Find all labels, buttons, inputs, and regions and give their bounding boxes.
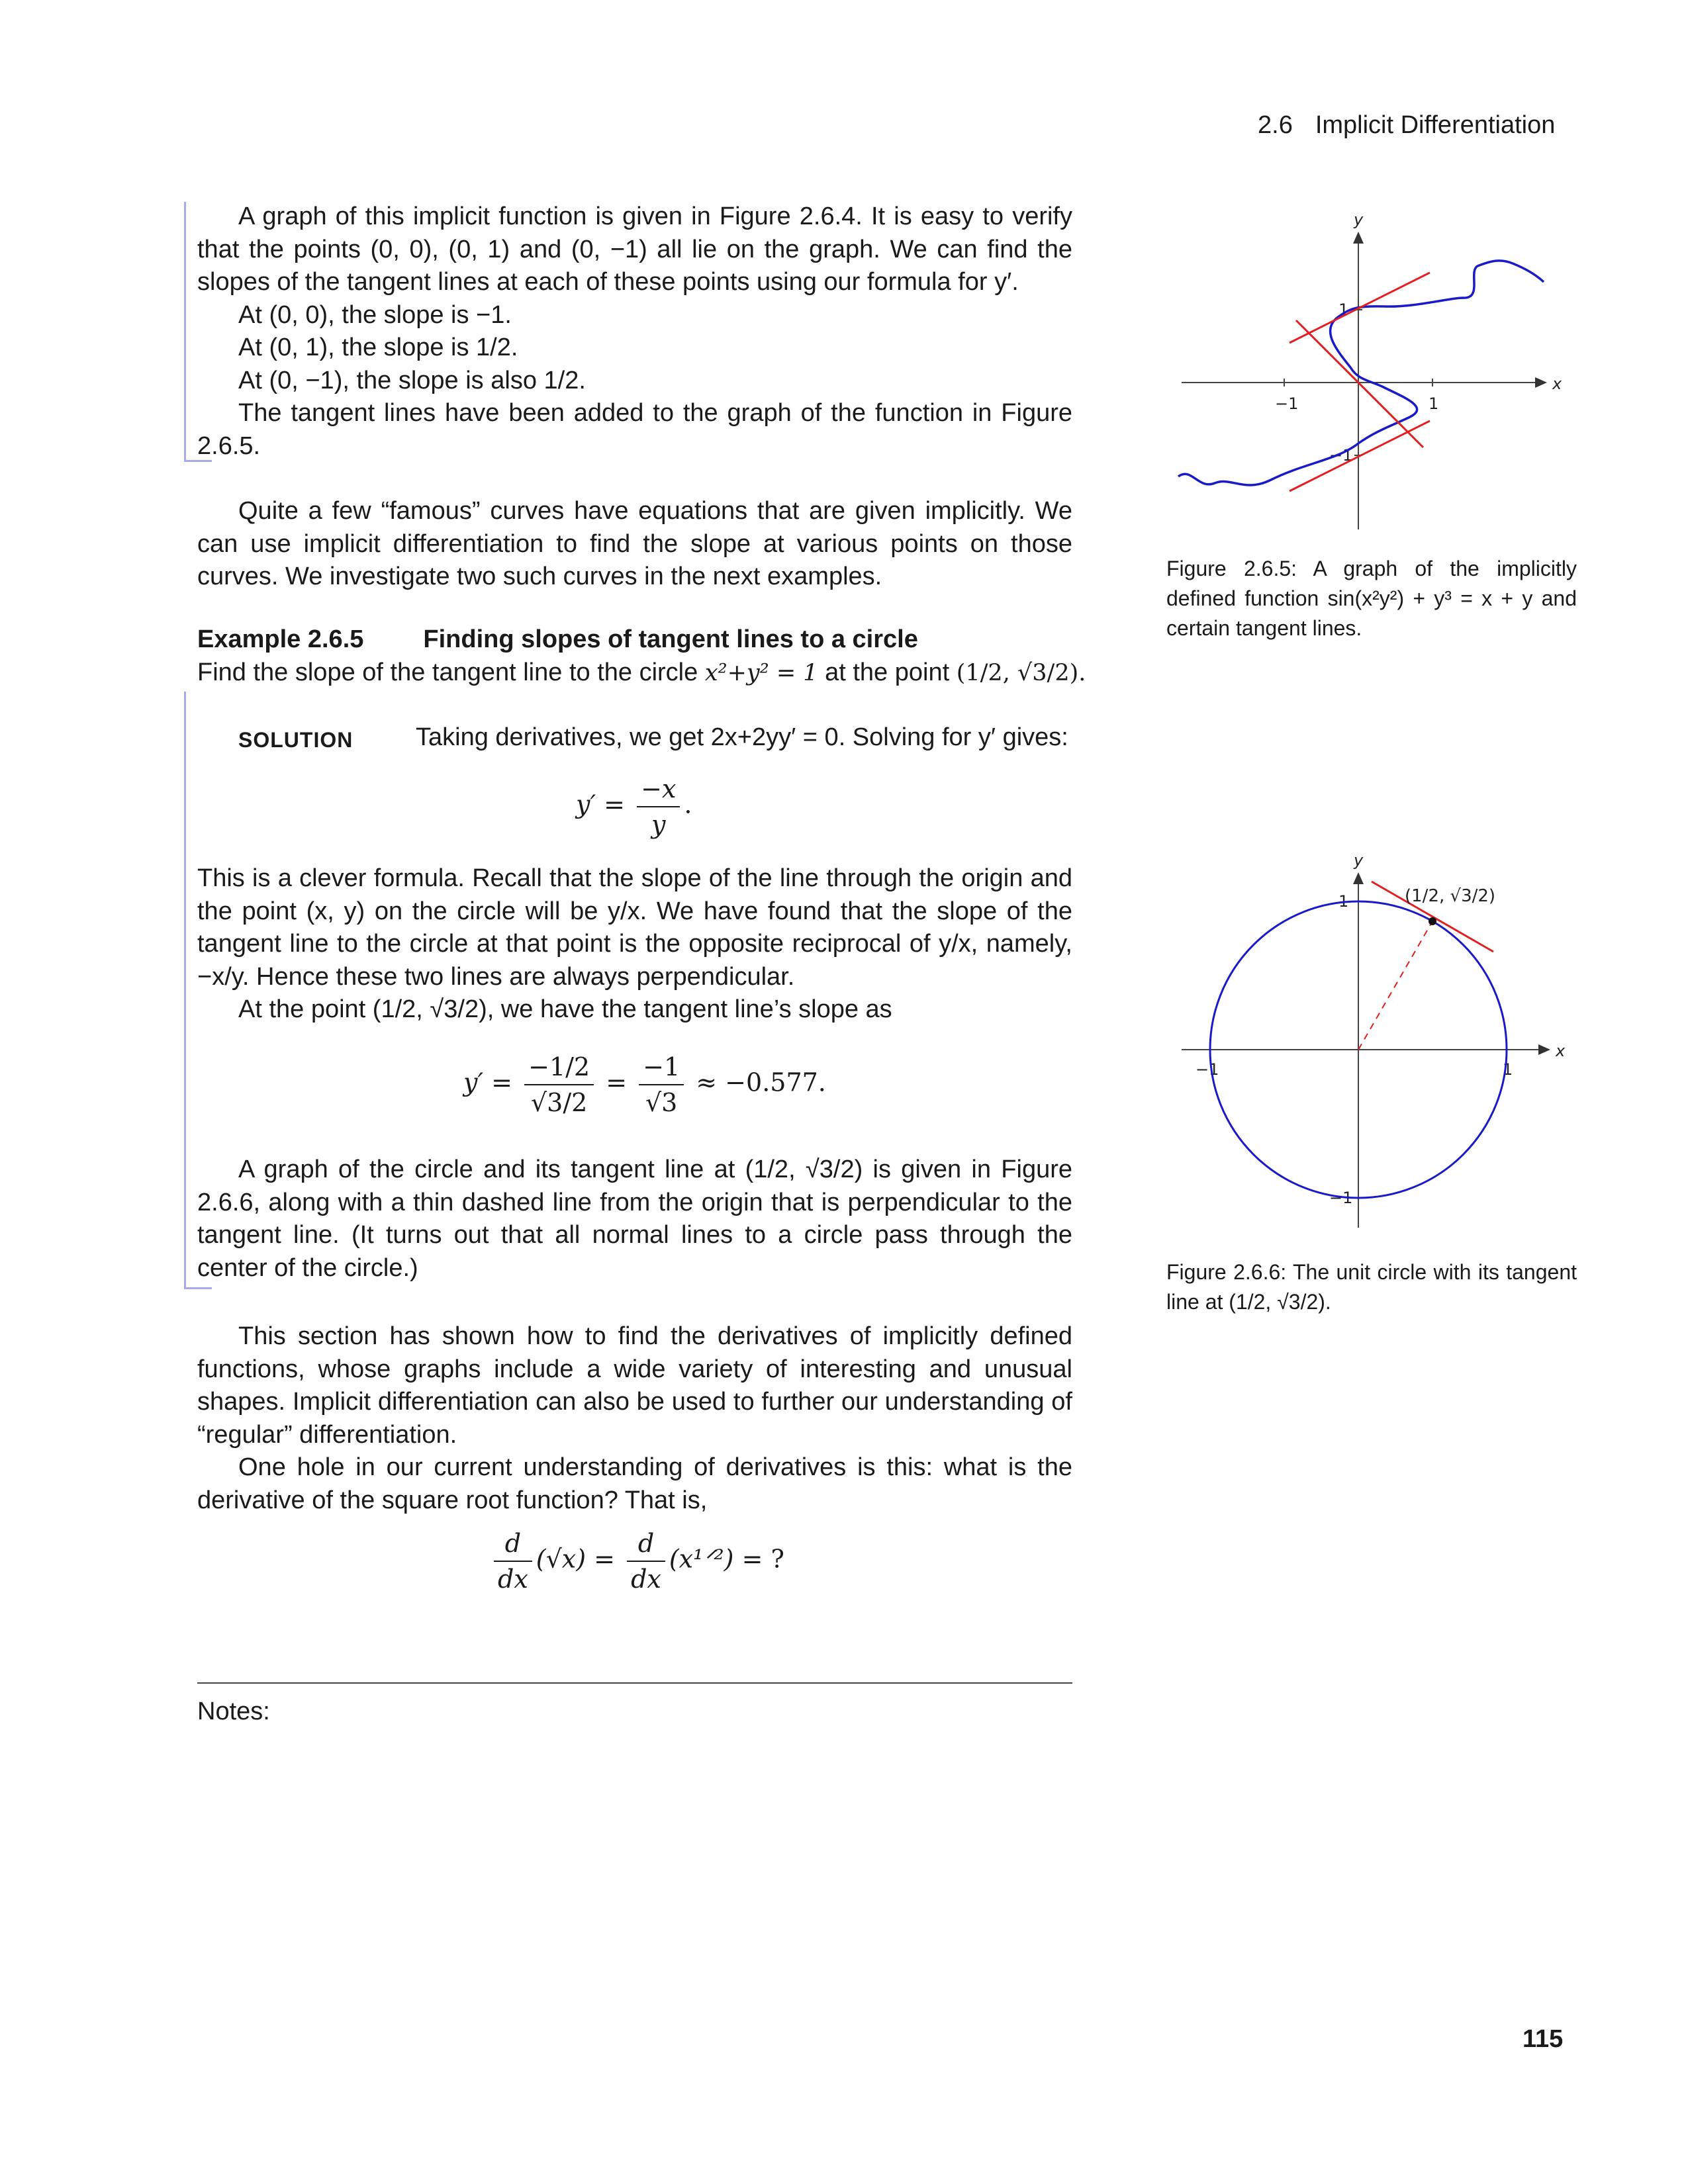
equals-question: = ? [741, 1544, 784, 1574]
figure-implicit-curve [1152, 199, 1575, 543]
y-axis-label: y [1354, 210, 1364, 229]
intro-text [197, 201, 1072, 463]
eq2-denominator-2: √3 [645, 1088, 678, 1117]
section-title: Implicit Differentiation [1315, 111, 1556, 139]
figure-2-6-5-caption: Figure 2.6.5: A graph of the implicitly defined function sin(x²y²) + y³ = x + y and certain tangent lines. [1166, 557, 1577, 640]
eq1-fraction [637, 774, 680, 839]
example-title: Finding slopes of tangent lines to a circle [423, 625, 918, 653]
running-header [1258, 111, 1555, 140]
tick-label-y-pos: 1 [1338, 892, 1349, 911]
clever-formula-text [197, 862, 1072, 1026]
notes-divider [197, 1682, 1072, 1684]
d-numerator-2: d [627, 1529, 665, 1562]
tick-label-x-neg: −1 [1196, 1060, 1219, 1079]
tick-label-y-neg: −1 [1329, 1189, 1353, 1207]
section-number: 2.6 [1258, 111, 1293, 139]
closing-text [197, 1320, 1072, 1517]
closing-paragraph-1: This section has shown how to find the derivatives of implicitly defined functions, whose graphs include a wide variety of interesting and unusual shapes. Implicit differentiation can also be used to further our understanding of “regular” differentiation. [197, 1322, 1072, 1449]
clever-formula-paragraph: This is a clever formula. Recall that the slope of the line through the origin and the point (x, y) on the circle will be y/x. We have found that the slope of the tangent line to the circle at that point is the opposite reciprocal of y/x, namely, −x/y. Hence these two lines are always perpendicular. [197, 864, 1072, 991]
slope-at-neg-one: At (0, −1), the slope is also 1/2. [238, 366, 586, 394]
tangent-line-origin [1296, 320, 1423, 447]
eq1-denominator: y [651, 810, 666, 839]
at-point-paragraph: At the point (1/2, √3/2), we have the tangent line’s slope as [238, 995, 892, 1023]
x-axis-label: x [1552, 375, 1562, 393]
equation-y-prime [576, 774, 692, 839]
d-dx-2 [627, 1529, 665, 1594]
eq1-lhs: y′ = [576, 790, 626, 819]
intro-paragraph: A graph of this implicit function is given in Figure 2.6.4. It is easy to verify that the points (0, 0), (0, 1) and (0, −1) all lie on the graph. We can find the slopes of the tangent lines at each of these points using our formula for y′. [197, 203, 1072, 296]
eq2-fraction-2 [639, 1052, 684, 1117]
x-half-power: (x¹ᐟ²) [669, 1544, 734, 1574]
tangent-lines-added: The tangent lines have been added to the graph of the function in Figure 2.6.5. [197, 399, 1072, 460]
tick-label-y-pos: 1 [1338, 300, 1349, 319]
normal-dashed-line [1358, 921, 1432, 1050]
dx-denominator-1: dx [498, 1565, 528, 1594]
margin-bar-2-end [184, 1287, 212, 1289]
famous-curves-text [197, 495, 1072, 594]
famous-curves-paragraph: Quite a few “famous” curves have equations that are given implicitly. We can use implicit differentiation to find the slope at various points on those curves. We investigate two such curves in the next examples. [197, 497, 1072, 590]
tick-label-y-neg: −1 [1329, 446, 1353, 465]
problem-mid: at the point [818, 659, 957, 686]
slope-at-one: At (0, 1), the slope is 1/2. [238, 334, 518, 361]
notes-label: Notes: [197, 1698, 270, 1725]
graph-description-paragraph: A graph of the circle and its tangent line at (1/2, √3/2) is given in Figure 2.6.6, along with a thin dashed line from the origin that is perpendicular to the tangent line. (It turns out that all normal lines to a circle pass through the center of the circle.) [197, 1156, 1072, 1282]
x-axis-label: x [1556, 1042, 1566, 1060]
d-numerator-1: d [494, 1529, 532, 1562]
d-dx-1 [494, 1529, 532, 1594]
eq2-approx: ≈ −0.577. [696, 1068, 826, 1097]
dx-denominator-2: dx [631, 1565, 661, 1594]
sqrt-equals: = [594, 1544, 615, 1574]
example-problem [197, 659, 1086, 687]
margin-bar-2 [184, 692, 186, 1287]
problem-pre: Find the slope of the tangent line to the circle [197, 659, 705, 686]
implicit-curve [1178, 261, 1544, 485]
tick-label-x-pos: 1 [1429, 394, 1439, 413]
equation-slope-value [463, 1052, 826, 1117]
margin-bar-1 [184, 202, 186, 460]
tangent-line-bottom [1289, 421, 1430, 491]
figure-2-6-6-caption: Figure 2.6.6: The unit circle with its tangent line at (1/2, √3/2). [1166, 1260, 1577, 1314]
eq1-numerator: −x [637, 774, 680, 807]
solution-label: SOLUTION [238, 728, 353, 752]
solution-intro: Taking derivatives, we get 2x+2yy′ = 0. Solving for y′ gives: [416, 723, 1068, 751]
eq2-numerator-2: −1 [639, 1052, 684, 1085]
example-heading [197, 625, 918, 654]
figure-unit-circle [1152, 834, 1575, 1244]
eq2-equals: = [606, 1068, 628, 1097]
example-label: Example 2.6.5 [197, 625, 364, 653]
equation-sqrt-derivative [490, 1529, 784, 1594]
graph-description-text [197, 1154, 1072, 1285]
slope-origin: At (0, 0), the slope is −1. [238, 300, 512, 329]
eq2-denominator-1: √3/2 [530, 1088, 588, 1117]
eq1-period: . [684, 790, 692, 819]
tangent-line-top [1289, 273, 1430, 343]
tangent-point [1429, 917, 1436, 925]
tick-label-x-neg: −1 [1275, 394, 1299, 413]
problem-equation: x²+y² = 1 [704, 660, 818, 686]
eq2-lhs: y′ = [463, 1068, 513, 1097]
eq2-fraction-1 [524, 1052, 594, 1117]
closing-paragraph-2: One hole in our current understanding of derivatives is this: what is the derivative of the square root function? That is, [197, 1453, 1072, 1514]
problem-point: (1/2, √3/2). [956, 660, 1086, 686]
page-number: 115 [1523, 2025, 1564, 2053]
eq2-numerator-1: −1/2 [524, 1052, 594, 1085]
sqrt-x: (√x) [536, 1544, 586, 1574]
y-axis-label: y [1354, 851, 1364, 870]
point-label: (1/2, √3/2) [1405, 886, 1496, 906]
tick-label-x-pos: 1 [1503, 1060, 1513, 1079]
